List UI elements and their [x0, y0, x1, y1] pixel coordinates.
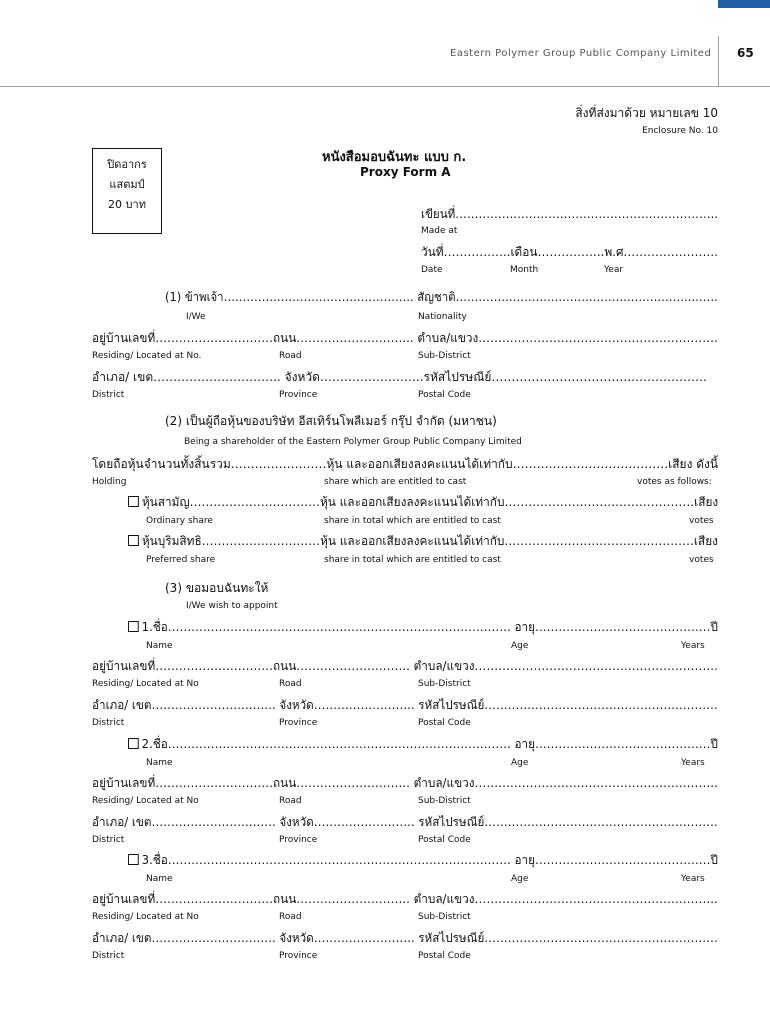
- month-label-en: Month: [510, 265, 539, 275]
- title-th: หนังสือมอบฉันทะ แบบ ก.: [322, 150, 467, 165]
- stamp-box: [92, 148, 162, 234]
- enclosure-th: สิ่งที่ส่งมาด้วย หมายเลข 10: [575, 106, 718, 120]
- shareholder-statement-th: (2) เป็นผู้ถือหุ้นของบริษัท อีสเทิร์นโพลีเมอร์ กรุ๊ป จำกัด (มหาชน): [165, 414, 497, 428]
- ordinary-share-label-en: Ordinary share: [146, 516, 213, 526]
- holding-field[interactable]: โดยถือหุ้นจำนวนทั้งสิ้นรวม……………………หุ้น และออกเสียงลงคะแนนได้เท่ากับ…………………………………เสียง ดังนี้: [92, 457, 719, 471]
- preferred-share-label-en: Preferred share: [146, 555, 216, 565]
- district-field[interactable]: อำเภอ/ เขต………………………….. จังหวัด……………………..รหัสไปรษณีย์……………………………..……………….: [92, 370, 707, 384]
- proxy-3-years-label-en: Years: [681, 874, 705, 884]
- header-company-name: Eastern Polymer Group Public Company Limited: [450, 48, 712, 59]
- preferred-share-field[interactable]: หุ้นบุริมสิทธิ…………………………หุ้น และออกเสียงลงคะแนนได้เท่ากับ…………………………………………เสียง: [141, 534, 718, 548]
- proxy-2-name-field[interactable]: 2.ชื่อ……………………………………………………………………………. อายุ………………………………………ปี: [141, 737, 718, 751]
- stamp-line-3: 20 บาท: [108, 198, 146, 211]
- i-we-label-en: I/We: [186, 312, 206, 322]
- shareholder-statement-en: Being a shareholder of the Eastern Polymer Group Public Company Limited: [184, 437, 522, 447]
- proxy-2-district-field[interactable]: อำเภอ/ เขต………………………….. จังหวัด…………………….. รหัสไปรษณีย์……………………………………………………: [92, 815, 718, 829]
- proxy-1-name-row: [128, 618, 718, 637]
- province-label-en: Province: [279, 390, 318, 400]
- preferred-share-row: [128, 532, 718, 551]
- proxy-2-province-label-en: Province: [279, 835, 318, 845]
- proxy-3-name-field[interactable]: 3.ชื่อ……………………………………………………………………………. อายุ………………………………………ปี: [141, 853, 718, 867]
- road-label-en: Road: [279, 351, 302, 361]
- proxy-3-residing-label-en: Residing/ Located at No: [92, 912, 199, 922]
- header-divider: [718, 36, 719, 86]
- preferred-share-total-label-en: share in total which are entitled to cast: [324, 555, 501, 565]
- proxy-3-subdistrict-label-en: Sub-District: [418, 912, 471, 922]
- ordinary-share-row: [128, 493, 718, 512]
- proxy-2-subdistrict-label-en: Sub-District: [418, 796, 471, 806]
- proxy-3-district-field[interactable]: อำเภอ/ เขต………………………….. จังหวัด…………………….. รหัสไปรษณีย์……………………………………………………: [92, 931, 718, 945]
- ordinary-share-checkbox[interactable]: [128, 496, 139, 507]
- proxy-1-district-field[interactable]: อำเภอ/ เขต………………………….. จังหวัด…………………….. รหัสไปรษณีย์……………………………………………………: [92, 698, 718, 712]
- date-label-en: Date: [421, 265, 443, 275]
- proxy-3-age-label-en: Age: [511, 874, 529, 884]
- proxy-1-residing-label-en: Residing/ Located at No: [92, 679, 199, 689]
- holding-label-en: Holding: [92, 477, 127, 487]
- i-we-field[interactable]: (1) ข้าพเจ้า………………………………………….. สัญชาติ……………………………………………………..…….: [165, 290, 718, 304]
- proxy-3-postal-label-en: Postal Code: [418, 951, 471, 961]
- proxy-2-name-row: [128, 735, 718, 754]
- district-label-en: District: [92, 390, 125, 400]
- proxy-1-age-label-en: Age: [511, 641, 529, 651]
- proxy-1-name-label-en: Name: [146, 641, 173, 651]
- enclosure-en: Enclosure No. 10: [642, 126, 718, 136]
- postal-label-en: Postal Code: [418, 390, 471, 400]
- proxy-2-residing-label-en: Residing/ Located at No: [92, 796, 199, 806]
- proxy-1-name-field[interactable]: 1.ชื่อ……………………………………………………………………………. อายุ………………………………………ปี: [141, 620, 718, 634]
- ordinary-share-total-label-en: share in total which are entitled to cast: [324, 516, 501, 526]
- year-label-en: Year: [604, 265, 624, 275]
- proxy-1-subdistrict-label-en: Sub-District: [418, 679, 471, 689]
- proxy-2-postal-label-en: Postal Code: [418, 835, 471, 845]
- proxy-1-road-label-en: Road: [279, 679, 302, 689]
- votes-follows-label-en: votes as follows:: [637, 477, 712, 487]
- stamp-line-2: แสตมป์: [109, 178, 145, 191]
- appoint-heading-th: (3) ขอมอบฉันทะให้: [165, 581, 269, 595]
- proxy-1-address-field[interactable]: อยู่บ้านเลขที่…………………………ถนน……………………….. ตำบล/แขวง……………………………………………………..: [92, 659, 718, 673]
- residing-label-en: Residing/ Located at No.: [92, 351, 202, 361]
- proxy-2-road-label-en: Road: [279, 796, 302, 806]
- ordinary-share-field[interactable]: หุ้นสามัญ……………………………หุ้น และออกเสียงลงคะแนนได้เท่ากับ…………………………………………เสียง: [141, 495, 719, 509]
- appoint-heading-en: I/We wish to appoint: [186, 601, 278, 611]
- proxy-2-years-label-en: Years: [681, 758, 705, 768]
- made-at-label-en: Made at: [421, 226, 458, 236]
- proxy-2-address-field[interactable]: อยู่บ้านเลขที่…………………………ถนน……………………….. ตำบล/แขวง……………………………………………………..: [92, 776, 718, 790]
- proxy-1-postal-label-en: Postal Code: [418, 718, 471, 728]
- preferred-votes-label-en: votes: [689, 555, 714, 565]
- proxy-2-age-label-en: Age: [511, 758, 529, 768]
- proxy-1-district-label-en: District: [92, 718, 125, 728]
- subdistrict-label-en: Sub-District: [418, 351, 471, 361]
- page-number: 65: [737, 46, 754, 60]
- proxy-3-province-label-en: Province: [279, 951, 318, 961]
- proxy-1-years-label-en: Years: [681, 641, 705, 651]
- proxy-3-checkbox[interactable]: [128, 854, 139, 865]
- title-en: Proxy Form A: [360, 165, 451, 179]
- proxy-2-name-label-en: Name: [146, 758, 173, 768]
- proxy-3-road-label-en: Road: [279, 912, 302, 922]
- proxy-3-address-field[interactable]: อยู่บ้านเลขที่…………………………ถนน……………………….. ตำบล/แขวง……………………………………………………..: [92, 892, 718, 906]
- nationality-label-en: Nationality: [418, 312, 467, 322]
- proxy-2-district-label-en: District: [92, 835, 125, 845]
- proxy-1-checkbox[interactable]: [128, 621, 139, 632]
- stamp-line-1: ปิดอากร: [107, 158, 147, 171]
- ordinary-votes-label-en: votes: [689, 516, 714, 526]
- address-field[interactable]: อยู่บ้านเลขที่…………………………ถนน………………………... ตำบล/แขวง…………………………………………………….: [92, 331, 718, 345]
- date-field[interactable]: วันที่……………..เดือน……………..พ.ศ.…………………..: [421, 245, 718, 259]
- preferred-share-checkbox[interactable]: [128, 535, 139, 546]
- proxy-1-province-label-en: Province: [279, 718, 318, 728]
- header-rule: [0, 86, 770, 87]
- proxy-3-name-row: [128, 851, 718, 870]
- proxy-2-checkbox[interactable]: [128, 738, 139, 749]
- proxy-3-name-label-en: Name: [146, 874, 173, 884]
- proxy-3-district-label-en: District: [92, 951, 125, 961]
- made-at-field[interactable]: เขียนที่…………………………………………………………..: [421, 207, 718, 221]
- header-accent-bar: [718, 0, 770, 8]
- share-cast-label-en: share which are entitled to cast: [324, 477, 467, 487]
